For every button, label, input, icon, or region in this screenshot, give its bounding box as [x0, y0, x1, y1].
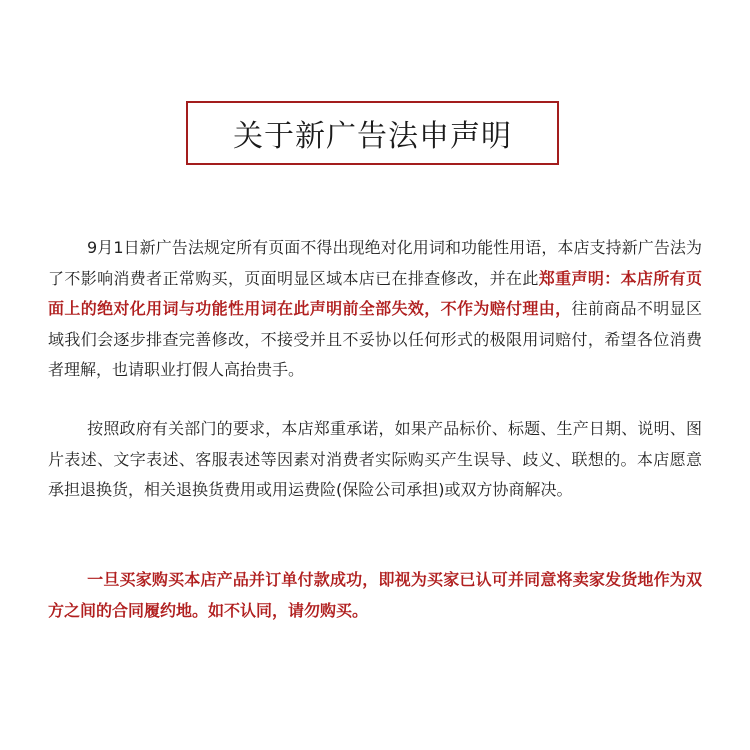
paragraph-advertising-law [48, 233, 702, 386]
paragraph1-text-before: 9月1日新广告法规定所有页面不得出现绝对化用词和功能性用语，本店支持新广告法为了不影响消费者正常购买，页面明显区域本店已在排查修改，并在此 [48, 238, 702, 288]
paragraph-contract-place [48, 565, 702, 626]
paragraph1-solemn-statement: 郑重声明：本店所有页面上的绝对化用词与功能性用词在此声明前全部失效，不作为赔付理由， [48, 268, 702, 318]
page-title: 关于新广告法申声明 [233, 119, 512, 154]
paragraph1-text-after: 往前商品不明显区域我们会逐步排查完善修改，不接受并且不妥协以任何形式的极限用词赔付，希望各位消费者理解，也请职业打假人高抬贵手。 [48, 299, 702, 379]
paragraph3-text: 一旦买家购买本店产品并订单付款成功，即视为买家已认可并同意将卖家发货地作为双方之间的合同履约地。如不认同，请勿购买。 [48, 570, 702, 620]
title-box [186, 101, 559, 165]
paragraph-commitment [48, 414, 702, 506]
paragraph2-text: 按照政府有关部门的要求，本店郑重承诺，如果产品标价、标题、生产日期、说明、图片表述、文字表述、客服表述等因素对消费者实际购买产生误导、歧义、联想的。本店愿意承担退换货，相关退换货费用或用运费险(保险公司承担)或双方协商解决。 [48, 419, 702, 499]
